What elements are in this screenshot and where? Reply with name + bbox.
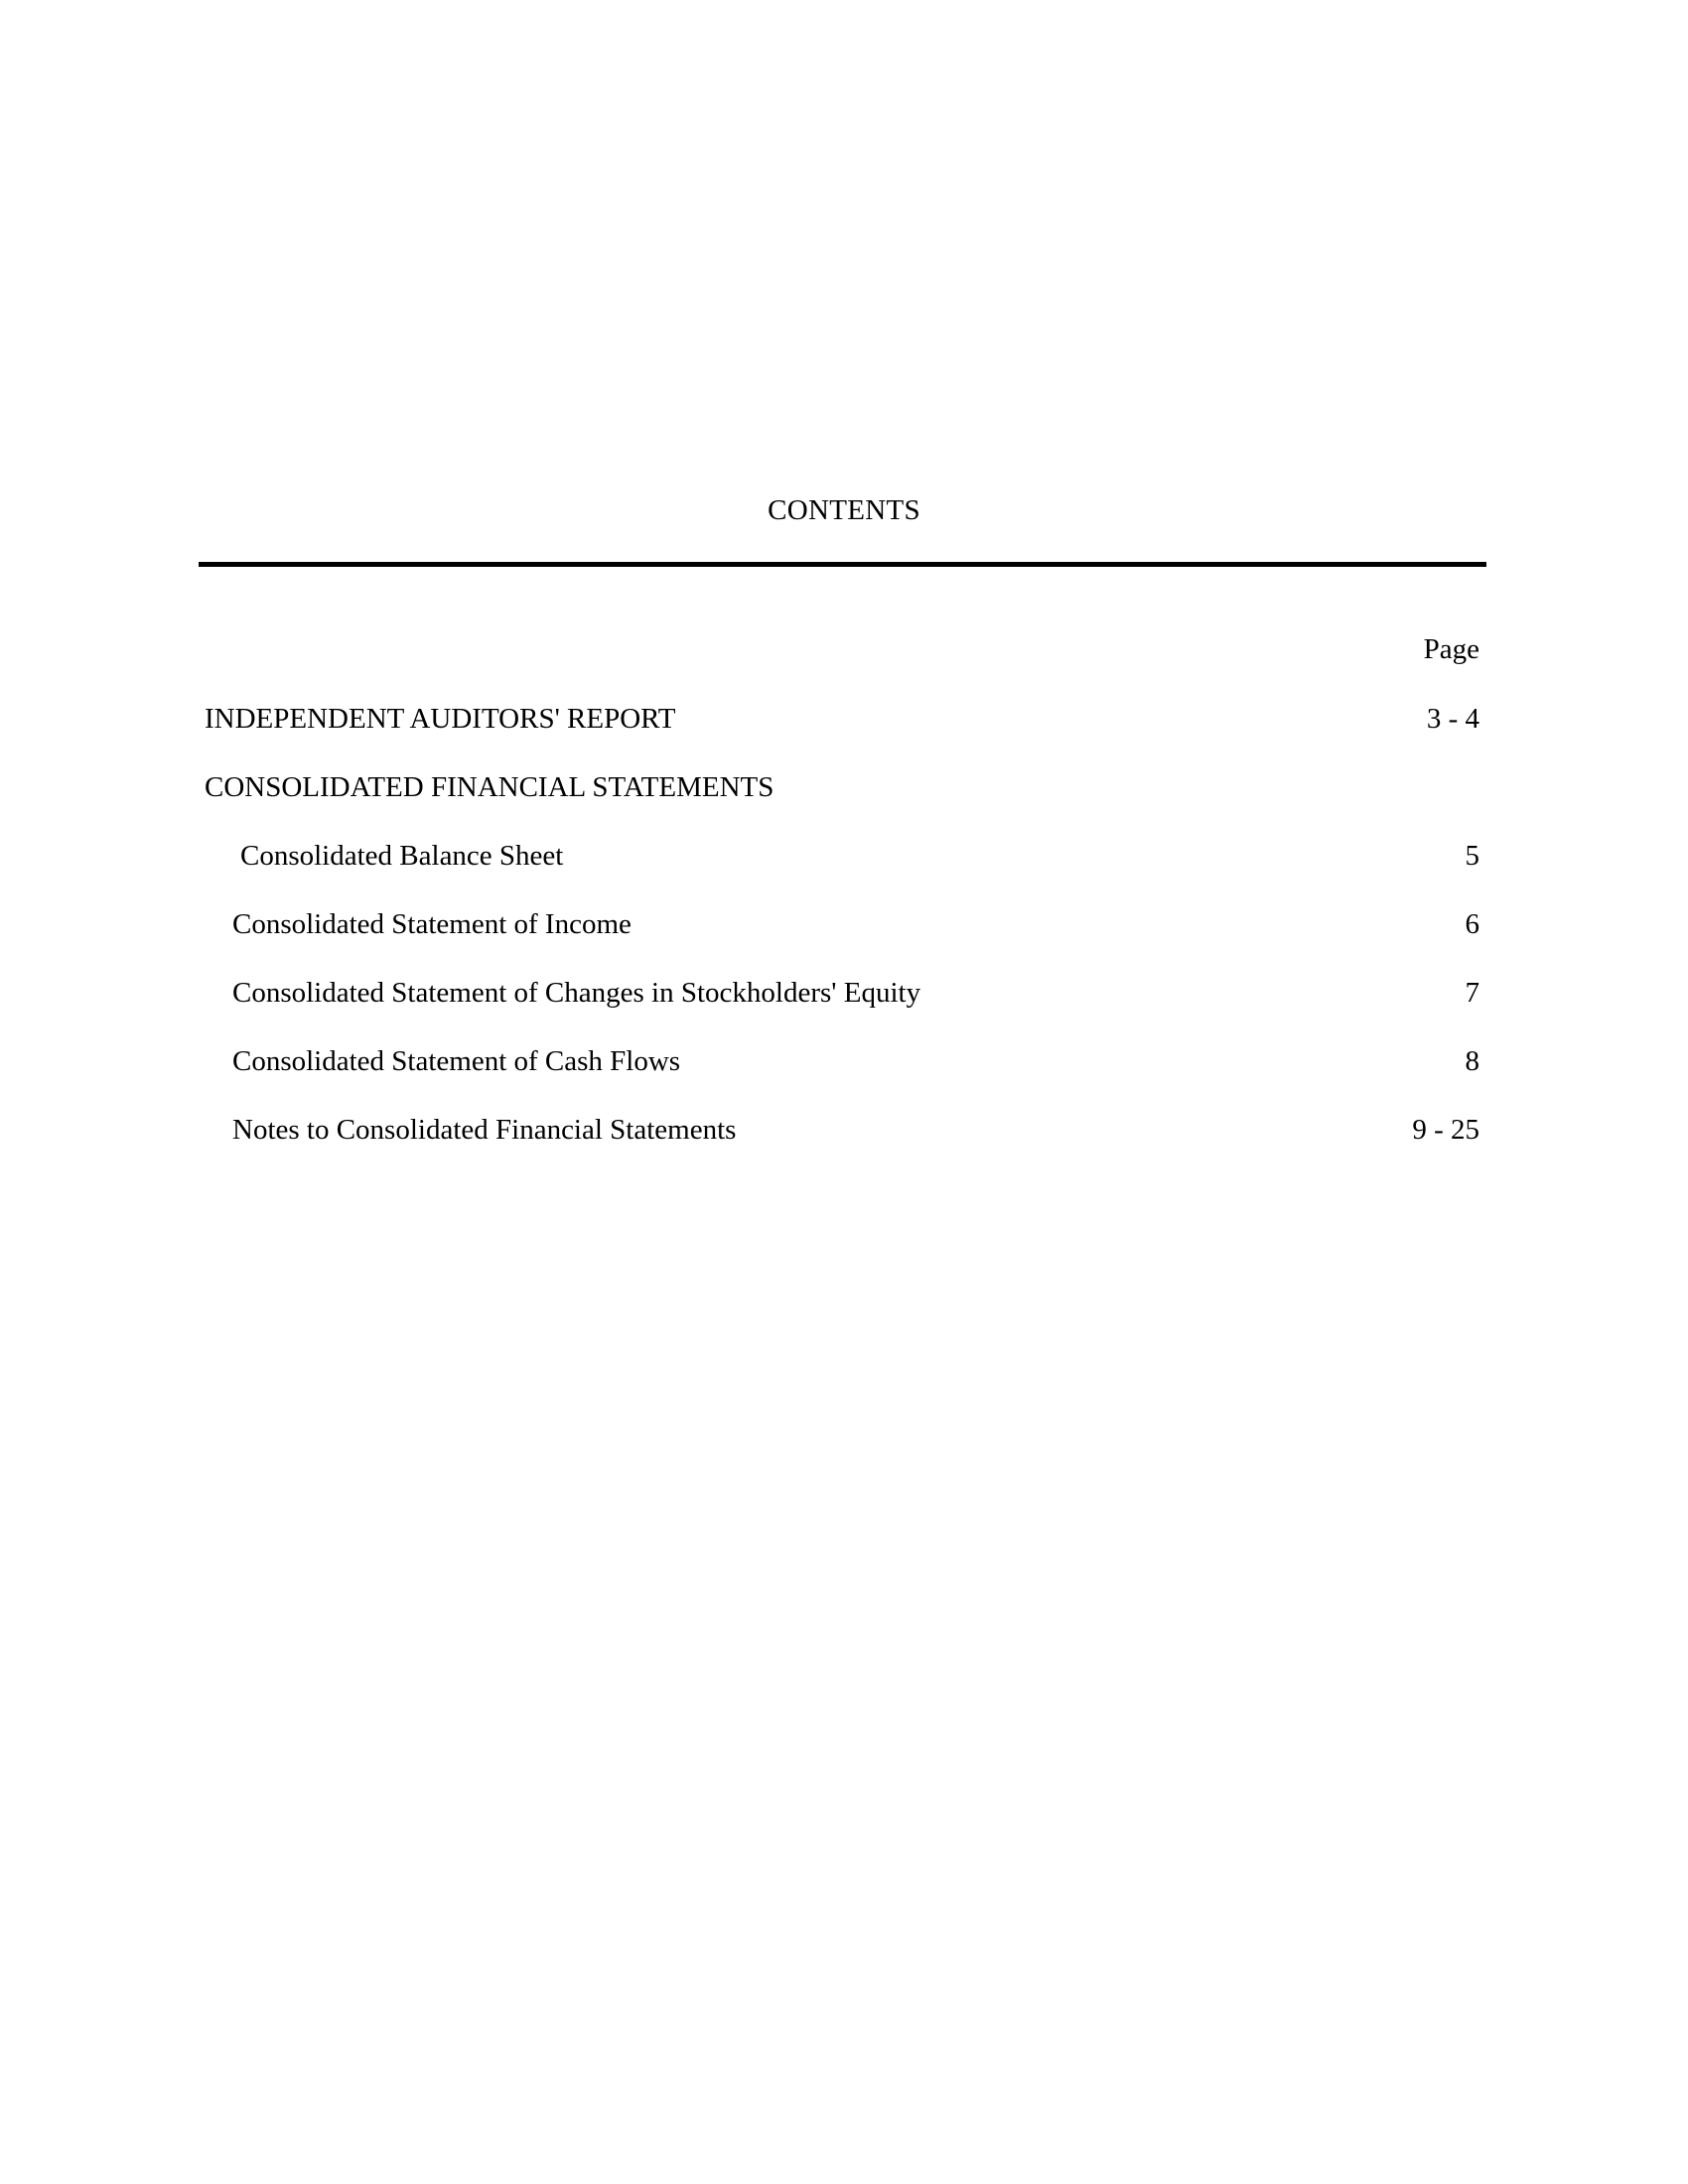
toc-entry-financial-statements — [0, 769, 1688, 805]
toc-entry-label: Consolidated Statement of Changes in Stockholders' Equity — [232, 977, 921, 1009]
toc-entry-label: Notes to Consolidated Financial Statements — [232, 1114, 737, 1146]
toc-entry-pages: 3 - 4 — [1426, 703, 1479, 735]
page-column-header: Page — [1423, 633, 1479, 665]
toc-entry-income-statement — [0, 906, 1688, 942]
toc-entry-pages: 8 — [1465, 1045, 1479, 1077]
toc-entry-balance-sheet — [0, 838, 1688, 874]
contents-title: CONTENTS — [768, 494, 920, 526]
toc-entry-pages: 5 — [1465, 840, 1479, 872]
toc-entry-notes — [0, 1112, 1688, 1148]
toc-entry-pages: 6 — [1465, 908, 1479, 940]
toc-entry-auditors-report — [0, 701, 1688, 737]
title-divider — [199, 562, 1486, 567]
toc-entry-stockholders-equity — [0, 975, 1688, 1011]
toc-entry-label: CONSOLIDATED FINANCIAL STATEMENTS — [205, 771, 774, 803]
toc-entry-cash-flows — [0, 1043, 1688, 1079]
toc-entry-label: INDEPENDENT AUDITORS' REPORT — [205, 703, 676, 735]
toc-entry-label: Consolidated Statement of Cash Flows — [232, 1045, 681, 1077]
toc-entry-label: Consolidated Balance Sheet — [240, 840, 564, 872]
toc-entry-label: Consolidated Statement of Income — [232, 908, 632, 940]
toc-entry-pages: 7 — [1465, 977, 1479, 1009]
toc-entry-pages: 9 - 25 — [1412, 1114, 1479, 1146]
